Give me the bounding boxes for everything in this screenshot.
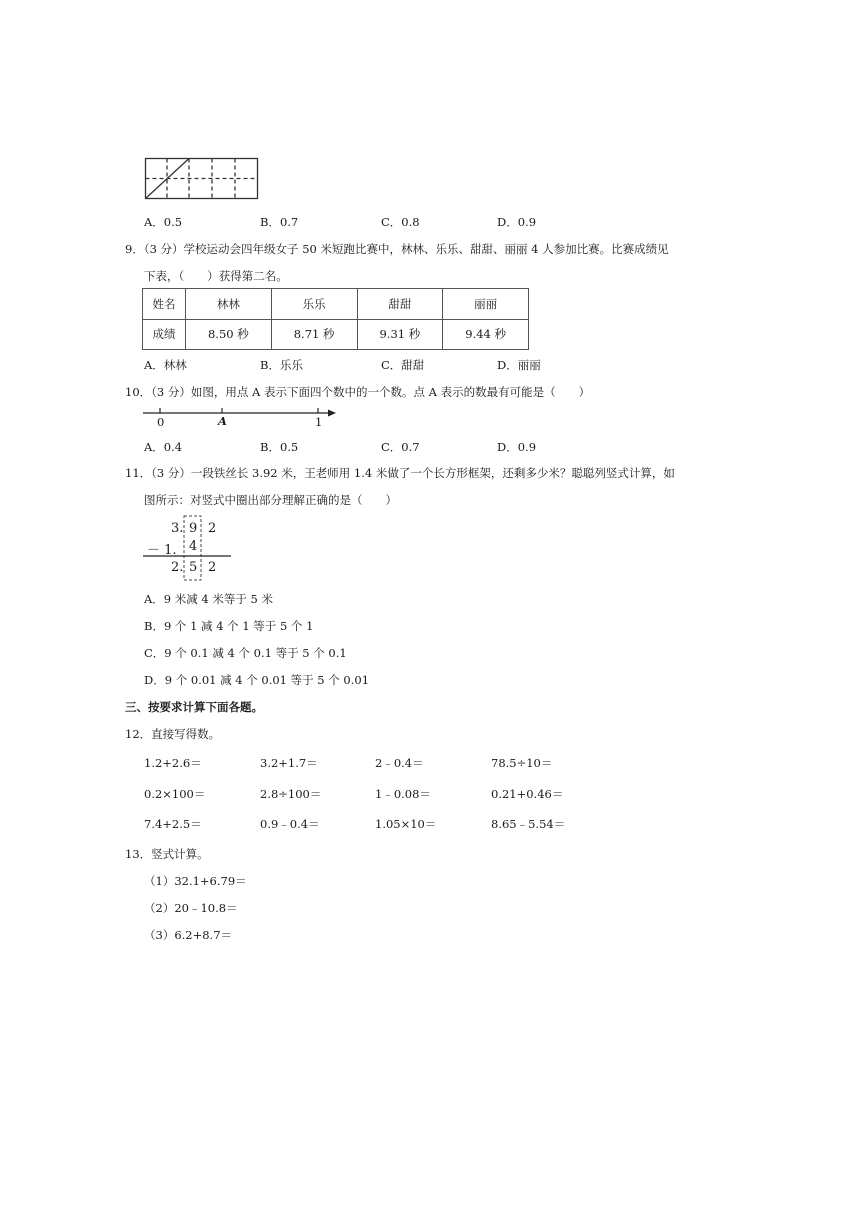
q12-item: 1﹣0.08＝	[375, 787, 431, 801]
q11-row3-int: 2.	[171, 560, 184, 575]
q12-item: 3.2+1.7＝	[260, 756, 318, 770]
q8-option-a: A．0.5	[144, 215, 183, 229]
q9-option-d: D．丽丽	[497, 358, 541, 372]
q8-option-b: B．0.7	[260, 215, 299, 229]
q11-option-c: C．9 个 0.1 减 4 个 0.1 等于 5 个 0.1	[144, 646, 347, 660]
q10-stem: 10．（3 分）如图，用点 A 表示下面四个数中的一个数。点 A 表示的数最有可能是（ ）	[125, 385, 591, 399]
q12-item: 0.9﹣0.4＝	[260, 817, 320, 831]
q9-stem-line1: 9．（3 分）学校运动会四年级女子 50 米短跑比赛中，林林、乐乐、甜甜、丽丽 4 人参加比赛。比赛成绩见	[125, 242, 669, 256]
q11-row3-tenths: 5	[189, 560, 198, 575]
q9-stem-line2: 下表，（ ）获得第二名。	[144, 269, 288, 283]
q10-label-point: A	[218, 414, 227, 428]
q11-row1-int: 3.	[171, 521, 184, 536]
table-cell: 9.44 秒	[443, 319, 529, 350]
q13-item-2: （2）20﹣10.8＝	[144, 901, 238, 915]
q11-stem-line2: 图所示：对竖式中圈出部分理解正确的是（ ）	[144, 493, 397, 507]
q12-item: 1.05×10＝	[375, 817, 437, 831]
q11-row3-hundredths: 2	[208, 560, 217, 575]
table-row	[143, 319, 529, 350]
table-cell: 林林	[186, 289, 272, 320]
q13-stem: 13．竖式计算。	[125, 847, 209, 861]
q13-item-3: （3）6.2+8.7＝	[144, 928, 233, 942]
table-cell: 8.71 秒	[271, 319, 357, 350]
q12-item: 7.4+2.5＝	[144, 817, 202, 831]
table-cell: 乐乐	[271, 289, 357, 320]
table-row	[143, 289, 529, 320]
q10-label-zero: 0	[157, 415, 165, 429]
table-cell: 丽丽	[443, 289, 529, 320]
q12-item: 0.2×100＝	[144, 787, 206, 801]
q10-label-one: 1	[315, 415, 323, 429]
q11-row1-hundredths: 2	[208, 521, 217, 536]
q12-stem: 12．直接写得数。	[125, 727, 221, 741]
q12-item: 8.65﹣5.54＝	[491, 817, 566, 831]
q11-stem-line1: 11．（3 分）一段铁丝长 3.92 米，王老师用 1.4 米做了一个长方形框架，还剩多少米？聪聪列竖式计算，如	[125, 466, 675, 480]
q11-row2-int: － 1.	[147, 543, 177, 558]
q11-row1-tenths: 9	[189, 521, 198, 536]
q9-option-b: B．乐乐	[260, 358, 303, 372]
q11-option-a: A．9 米减 4 米等于 5 米	[144, 592, 274, 606]
q9-score-table	[142, 288, 529, 350]
q11-option-d: D．9 个 0.01 减 4 个 0.01 等于 5 个 0.01	[144, 673, 370, 687]
q9-option-c: C．甜甜	[381, 358, 425, 372]
q11-row2-tenths: 4	[189, 539, 198, 554]
q10-option-b: B．0.5	[260, 440, 299, 454]
q11-option-b: B．9 个 1 减 4 个 1 等于 5 个 1	[144, 619, 314, 633]
q8-option-d: D．0.9	[497, 215, 537, 229]
q13-item-1: （1）32.1+6.79＝	[144, 874, 247, 888]
table-cell: 甜甜	[357, 289, 443, 320]
table-cell: 成绩	[143, 319, 186, 350]
q8-grid-figure	[144, 157, 260, 201]
table-cell: 9.31 秒	[357, 319, 443, 350]
q12-item: 1.2+2.6＝	[144, 756, 202, 770]
table-cell: 8.50 秒	[186, 319, 272, 350]
q10-option-a: A．0.4	[144, 440, 183, 454]
q10-option-c: C．0.7	[381, 440, 420, 454]
q10-number-line	[140, 405, 340, 431]
q10-option-d: D．0.9	[497, 440, 537, 454]
q12-item: 2﹣0.4＝	[375, 756, 424, 770]
q12-item: 0.21+0.46＝	[491, 787, 564, 801]
table-cell: 姓名	[143, 289, 186, 320]
q12-item: 78.5÷10＝	[491, 756, 553, 770]
q12-item: 2.8÷100＝	[260, 787, 322, 801]
section-3-title: 三、按要求计算下面各题。	[125, 700, 263, 714]
q9-option-a: A．林林	[144, 358, 187, 372]
q8-option-c: C．0.8	[381, 215, 420, 229]
